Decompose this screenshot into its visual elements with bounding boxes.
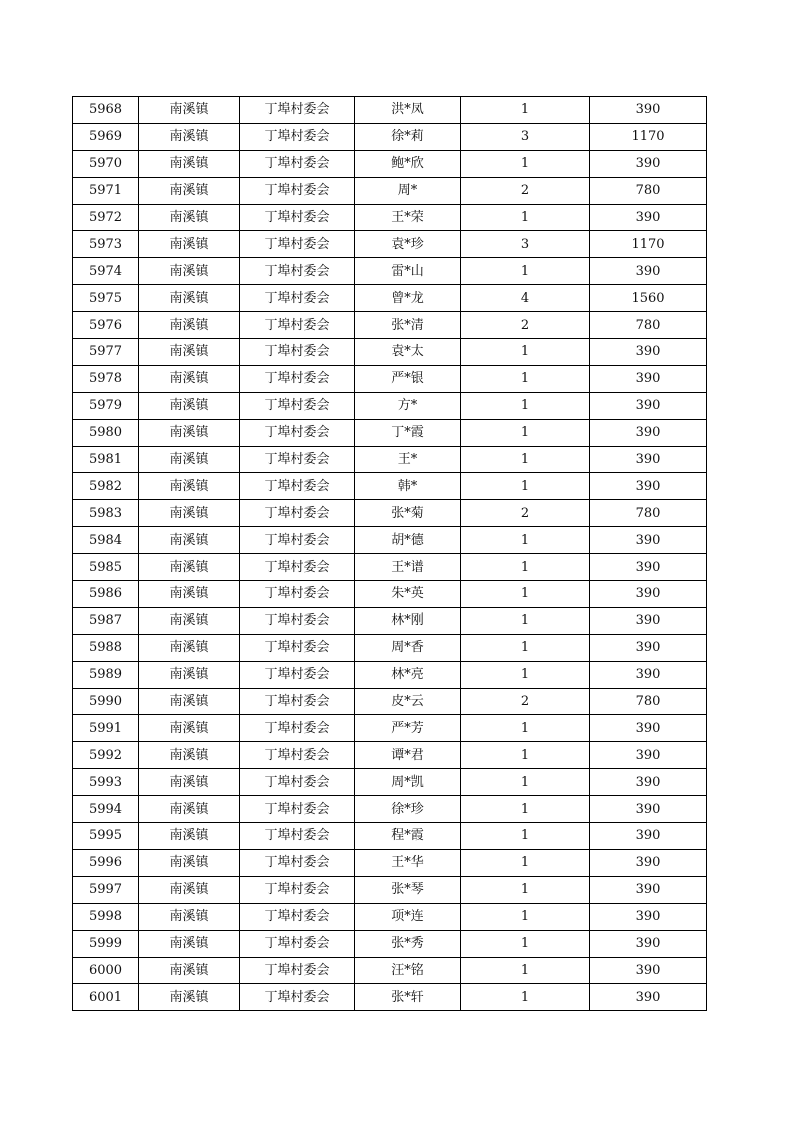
village-committee-cell: 丁埠村委会: [240, 285, 355, 312]
person-name-cell: 韩*: [355, 473, 461, 500]
town-cell: 南溪镇: [139, 661, 240, 688]
count-cell: 3: [461, 123, 590, 150]
count-cell: 1: [461, 527, 590, 554]
table-row: [73, 903, 707, 930]
town-cell: 南溪镇: [139, 607, 240, 634]
person-name-cell: 程*霞: [355, 823, 461, 850]
table-row: [73, 419, 707, 446]
town-cell: 南溪镇: [139, 446, 240, 473]
person-name-cell: 严*银: [355, 365, 461, 392]
table-row: [73, 285, 707, 312]
count-cell: 3: [461, 231, 590, 258]
village-committee-cell: 丁埠村委会: [240, 473, 355, 500]
count-cell: 1: [461, 876, 590, 903]
person-name-cell: 林*亮: [355, 661, 461, 688]
serial-number-cell: 6000: [73, 957, 139, 984]
amount-cell: 390: [590, 769, 707, 796]
serial-number-cell: 5977: [73, 339, 139, 366]
amount-cell: 390: [590, 581, 707, 608]
person-name-cell: 王*谱: [355, 554, 461, 581]
person-name-cell: 袁*珍: [355, 231, 461, 258]
count-cell: 1: [461, 392, 590, 419]
person-name-cell: 汪*铭: [355, 957, 461, 984]
person-name-cell: 曾*龙: [355, 285, 461, 312]
town-cell: 南溪镇: [139, 903, 240, 930]
count-cell: 2: [461, 500, 590, 527]
count-cell: 1: [461, 581, 590, 608]
table-row: [73, 607, 707, 634]
table-row: [73, 849, 707, 876]
table-row: [73, 97, 707, 124]
town-cell: 南溪镇: [139, 97, 240, 124]
person-name-cell: 周*香: [355, 634, 461, 661]
amount-cell: 390: [590, 392, 707, 419]
village-committee-cell: 丁埠村委会: [240, 97, 355, 124]
table-row: [73, 204, 707, 231]
roster-table: [72, 96, 707, 1011]
count-cell: 4: [461, 285, 590, 312]
serial-number-cell: 5998: [73, 903, 139, 930]
amount-cell: 390: [590, 554, 707, 581]
village-committee-cell: 丁埠村委会: [240, 392, 355, 419]
town-cell: 南溪镇: [139, 796, 240, 823]
serial-number-cell: 5985: [73, 554, 139, 581]
table-row: [73, 365, 707, 392]
table-row: [73, 177, 707, 204]
town-cell: 南溪镇: [139, 957, 240, 984]
amount-cell: 1170: [590, 123, 707, 150]
town-cell: 南溪镇: [139, 527, 240, 554]
table-row: [73, 715, 707, 742]
person-name-cell: 张*轩: [355, 984, 461, 1011]
person-name-cell: 张*秀: [355, 930, 461, 957]
count-cell: 1: [461, 823, 590, 850]
count-cell: 1: [461, 796, 590, 823]
town-cell: 南溪镇: [139, 742, 240, 769]
person-name-cell: 项*连: [355, 903, 461, 930]
table-row: [73, 876, 707, 903]
person-name-cell: 袁*太: [355, 339, 461, 366]
serial-number-cell: 5983: [73, 500, 139, 527]
amount-cell: 390: [590, 930, 707, 957]
person-name-cell: 严*芳: [355, 715, 461, 742]
person-name-cell: 林*刚: [355, 607, 461, 634]
town-cell: 南溪镇: [139, 473, 240, 500]
table-row: [73, 150, 707, 177]
amount-cell: 390: [590, 419, 707, 446]
person-name-cell: 王*华: [355, 849, 461, 876]
town-cell: 南溪镇: [139, 285, 240, 312]
serial-number-cell: 5987: [73, 607, 139, 634]
count-cell: 2: [461, 177, 590, 204]
town-cell: 南溪镇: [139, 204, 240, 231]
serial-number-cell: 5991: [73, 715, 139, 742]
table-row: [73, 634, 707, 661]
person-name-cell: 周*凯: [355, 769, 461, 796]
town-cell: 南溪镇: [139, 177, 240, 204]
person-name-cell: 王*: [355, 446, 461, 473]
village-committee-cell: 丁埠村委会: [240, 339, 355, 366]
town-cell: 南溪镇: [139, 150, 240, 177]
amount-cell: 390: [590, 984, 707, 1011]
count-cell: 1: [461, 849, 590, 876]
amount-cell: 1170: [590, 231, 707, 258]
town-cell: 南溪镇: [139, 392, 240, 419]
count-cell: 1: [461, 715, 590, 742]
person-name-cell: 皮*云: [355, 688, 461, 715]
amount-cell: 780: [590, 312, 707, 339]
town-cell: 南溪镇: [139, 312, 240, 339]
person-name-cell: 洪*凤: [355, 97, 461, 124]
count-cell: 1: [461, 97, 590, 124]
town-cell: 南溪镇: [139, 419, 240, 446]
person-name-cell: 方*: [355, 392, 461, 419]
person-name-cell: 谭*君: [355, 742, 461, 769]
serial-number-cell: 5975: [73, 285, 139, 312]
count-cell: 1: [461, 742, 590, 769]
table-row: [73, 231, 707, 258]
count-cell: 1: [461, 903, 590, 930]
amount-cell: 780: [590, 688, 707, 715]
table-row: [73, 823, 707, 850]
town-cell: 南溪镇: [139, 634, 240, 661]
village-committee-cell: 丁埠村委会: [240, 554, 355, 581]
person-name-cell: 张*菊: [355, 500, 461, 527]
amount-cell: 390: [590, 204, 707, 231]
town-cell: 南溪镇: [139, 876, 240, 903]
table-row: [73, 392, 707, 419]
village-committee-cell: 丁埠村委会: [240, 204, 355, 231]
serial-number-cell: 5984: [73, 527, 139, 554]
count-cell: 1: [461, 339, 590, 366]
serial-number-cell: 5995: [73, 823, 139, 850]
village-committee-cell: 丁埠村委会: [240, 365, 355, 392]
town-cell: 南溪镇: [139, 769, 240, 796]
amount-cell: 390: [590, 715, 707, 742]
village-committee-cell: 丁埠村委会: [240, 150, 355, 177]
village-committee-cell: 丁埠村委会: [240, 634, 355, 661]
amount-cell: 390: [590, 473, 707, 500]
village-committee-cell: 丁埠村委会: [240, 446, 355, 473]
count-cell: 1: [461, 150, 590, 177]
count-cell: 1: [461, 446, 590, 473]
serial-number-cell: 5978: [73, 365, 139, 392]
table-row: [73, 258, 707, 285]
count-cell: 1: [461, 634, 590, 661]
town-cell: 南溪镇: [139, 688, 240, 715]
serial-number-cell: 5993: [73, 769, 139, 796]
table-row: [73, 312, 707, 339]
table-row: [73, 446, 707, 473]
village-committee-cell: 丁埠村委会: [240, 527, 355, 554]
town-cell: 南溪镇: [139, 581, 240, 608]
count-cell: 1: [461, 473, 590, 500]
person-name-cell: 张*琴: [355, 876, 461, 903]
town-cell: 南溪镇: [139, 849, 240, 876]
count-cell: 1: [461, 419, 590, 446]
count-cell: 1: [461, 984, 590, 1011]
serial-number-cell: 5986: [73, 581, 139, 608]
count-cell: 1: [461, 204, 590, 231]
town-cell: 南溪镇: [139, 984, 240, 1011]
count-cell: 1: [461, 930, 590, 957]
serial-number-cell: 5976: [73, 312, 139, 339]
person-name-cell: 鲍*欣: [355, 150, 461, 177]
serial-number-cell: 5996: [73, 849, 139, 876]
person-name-cell: 丁*霞: [355, 419, 461, 446]
village-committee-cell: 丁埠村委会: [240, 500, 355, 527]
serial-number-cell: 5969: [73, 123, 139, 150]
count-cell: 1: [461, 957, 590, 984]
village-committee-cell: 丁埠村委会: [240, 742, 355, 769]
person-name-cell: 雷*山: [355, 258, 461, 285]
table-row: [73, 957, 707, 984]
serial-number-cell: 5999: [73, 930, 139, 957]
amount-cell: 780: [590, 177, 707, 204]
village-committee-cell: 丁埠村委会: [240, 258, 355, 285]
person-name-cell: 王*荣: [355, 204, 461, 231]
amount-cell: 390: [590, 796, 707, 823]
table-row: [73, 661, 707, 688]
amount-cell: 390: [590, 742, 707, 769]
serial-number-cell: 5988: [73, 634, 139, 661]
village-committee-cell: 丁埠村委会: [240, 984, 355, 1011]
count-cell: 1: [461, 258, 590, 285]
person-name-cell: 张*清: [355, 312, 461, 339]
serial-number-cell: 5989: [73, 661, 139, 688]
amount-cell: 390: [590, 849, 707, 876]
village-committee-cell: 丁埠村委会: [240, 957, 355, 984]
town-cell: 南溪镇: [139, 123, 240, 150]
village-committee-cell: 丁埠村委会: [240, 177, 355, 204]
table-row: [73, 339, 707, 366]
serial-number-cell: 5980: [73, 419, 139, 446]
village-committee-cell: 丁埠村委会: [240, 607, 355, 634]
serial-number-cell: 5971: [73, 177, 139, 204]
amount-cell: 390: [590, 823, 707, 850]
village-committee-cell: 丁埠村委会: [240, 769, 355, 796]
village-committee-cell: 丁埠村委会: [240, 581, 355, 608]
table-row: [73, 742, 707, 769]
amount-cell: 390: [590, 150, 707, 177]
town-cell: 南溪镇: [139, 823, 240, 850]
count-cell: 2: [461, 312, 590, 339]
amount-cell: 390: [590, 258, 707, 285]
serial-number-cell: 5974: [73, 258, 139, 285]
village-committee-cell: 丁埠村委会: [240, 661, 355, 688]
serial-number-cell: 5981: [73, 446, 139, 473]
serial-number-cell: 5997: [73, 876, 139, 903]
table-row: [73, 473, 707, 500]
serial-number-cell: 5994: [73, 796, 139, 823]
person-name-cell: 胡*德: [355, 527, 461, 554]
village-committee-cell: 丁埠村委会: [240, 123, 355, 150]
table-row: [73, 500, 707, 527]
village-committee-cell: 丁埠村委会: [240, 688, 355, 715]
person-name-cell: 徐*珍: [355, 796, 461, 823]
roster-table-body: [73, 97, 707, 1011]
person-name-cell: 朱*英: [355, 581, 461, 608]
table-row: [73, 930, 707, 957]
town-cell: 南溪镇: [139, 715, 240, 742]
table-row: [73, 554, 707, 581]
serial-number-cell: 5970: [73, 150, 139, 177]
village-committee-cell: 丁埠村委会: [240, 930, 355, 957]
town-cell: 南溪镇: [139, 930, 240, 957]
town-cell: 南溪镇: [139, 231, 240, 258]
village-committee-cell: 丁埠村委会: [240, 715, 355, 742]
amount-cell: 390: [590, 97, 707, 124]
count-cell: 1: [461, 769, 590, 796]
table-row: [73, 769, 707, 796]
serial-number-cell: 5968: [73, 97, 139, 124]
village-committee-cell: 丁埠村委会: [240, 231, 355, 258]
amount-cell: 390: [590, 876, 707, 903]
amount-cell: 390: [590, 607, 707, 634]
amount-cell: 390: [590, 634, 707, 661]
town-cell: 南溪镇: [139, 500, 240, 527]
person-name-cell: 徐*莉: [355, 123, 461, 150]
amount-cell: 390: [590, 957, 707, 984]
village-committee-cell: 丁埠村委会: [240, 876, 355, 903]
table-row: [73, 581, 707, 608]
amount-cell: 1560: [590, 285, 707, 312]
village-committee-cell: 丁埠村委会: [240, 823, 355, 850]
amount-cell: 390: [590, 365, 707, 392]
town-cell: 南溪镇: [139, 258, 240, 285]
amount-cell: 780: [590, 500, 707, 527]
village-committee-cell: 丁埠村委会: [240, 419, 355, 446]
town-cell: 南溪镇: [139, 554, 240, 581]
amount-cell: 390: [590, 446, 707, 473]
amount-cell: 390: [590, 661, 707, 688]
town-cell: 南溪镇: [139, 365, 240, 392]
town-cell: 南溪镇: [139, 339, 240, 366]
table-row: [73, 123, 707, 150]
person-name-cell: 周*: [355, 177, 461, 204]
table-row: [73, 688, 707, 715]
table-row: [73, 984, 707, 1011]
serial-number-cell: 5972: [73, 204, 139, 231]
village-committee-cell: 丁埠村委会: [240, 849, 355, 876]
count-cell: 1: [461, 661, 590, 688]
village-committee-cell: 丁埠村委会: [240, 796, 355, 823]
amount-cell: 390: [590, 527, 707, 554]
serial-number-cell: 5992: [73, 742, 139, 769]
serial-number-cell: 5979: [73, 392, 139, 419]
serial-number-cell: 5982: [73, 473, 139, 500]
count-cell: 1: [461, 554, 590, 581]
amount-cell: 390: [590, 903, 707, 930]
village-committee-cell: 丁埠村委会: [240, 312, 355, 339]
serial-number-cell: 5990: [73, 688, 139, 715]
table-row: [73, 527, 707, 554]
count-cell: 1: [461, 607, 590, 634]
amount-cell: 390: [590, 339, 707, 366]
serial-number-cell: 5973: [73, 231, 139, 258]
count-cell: 1: [461, 365, 590, 392]
village-committee-cell: 丁埠村委会: [240, 903, 355, 930]
serial-number-cell: 6001: [73, 984, 139, 1011]
table-row: [73, 796, 707, 823]
count-cell: 2: [461, 688, 590, 715]
